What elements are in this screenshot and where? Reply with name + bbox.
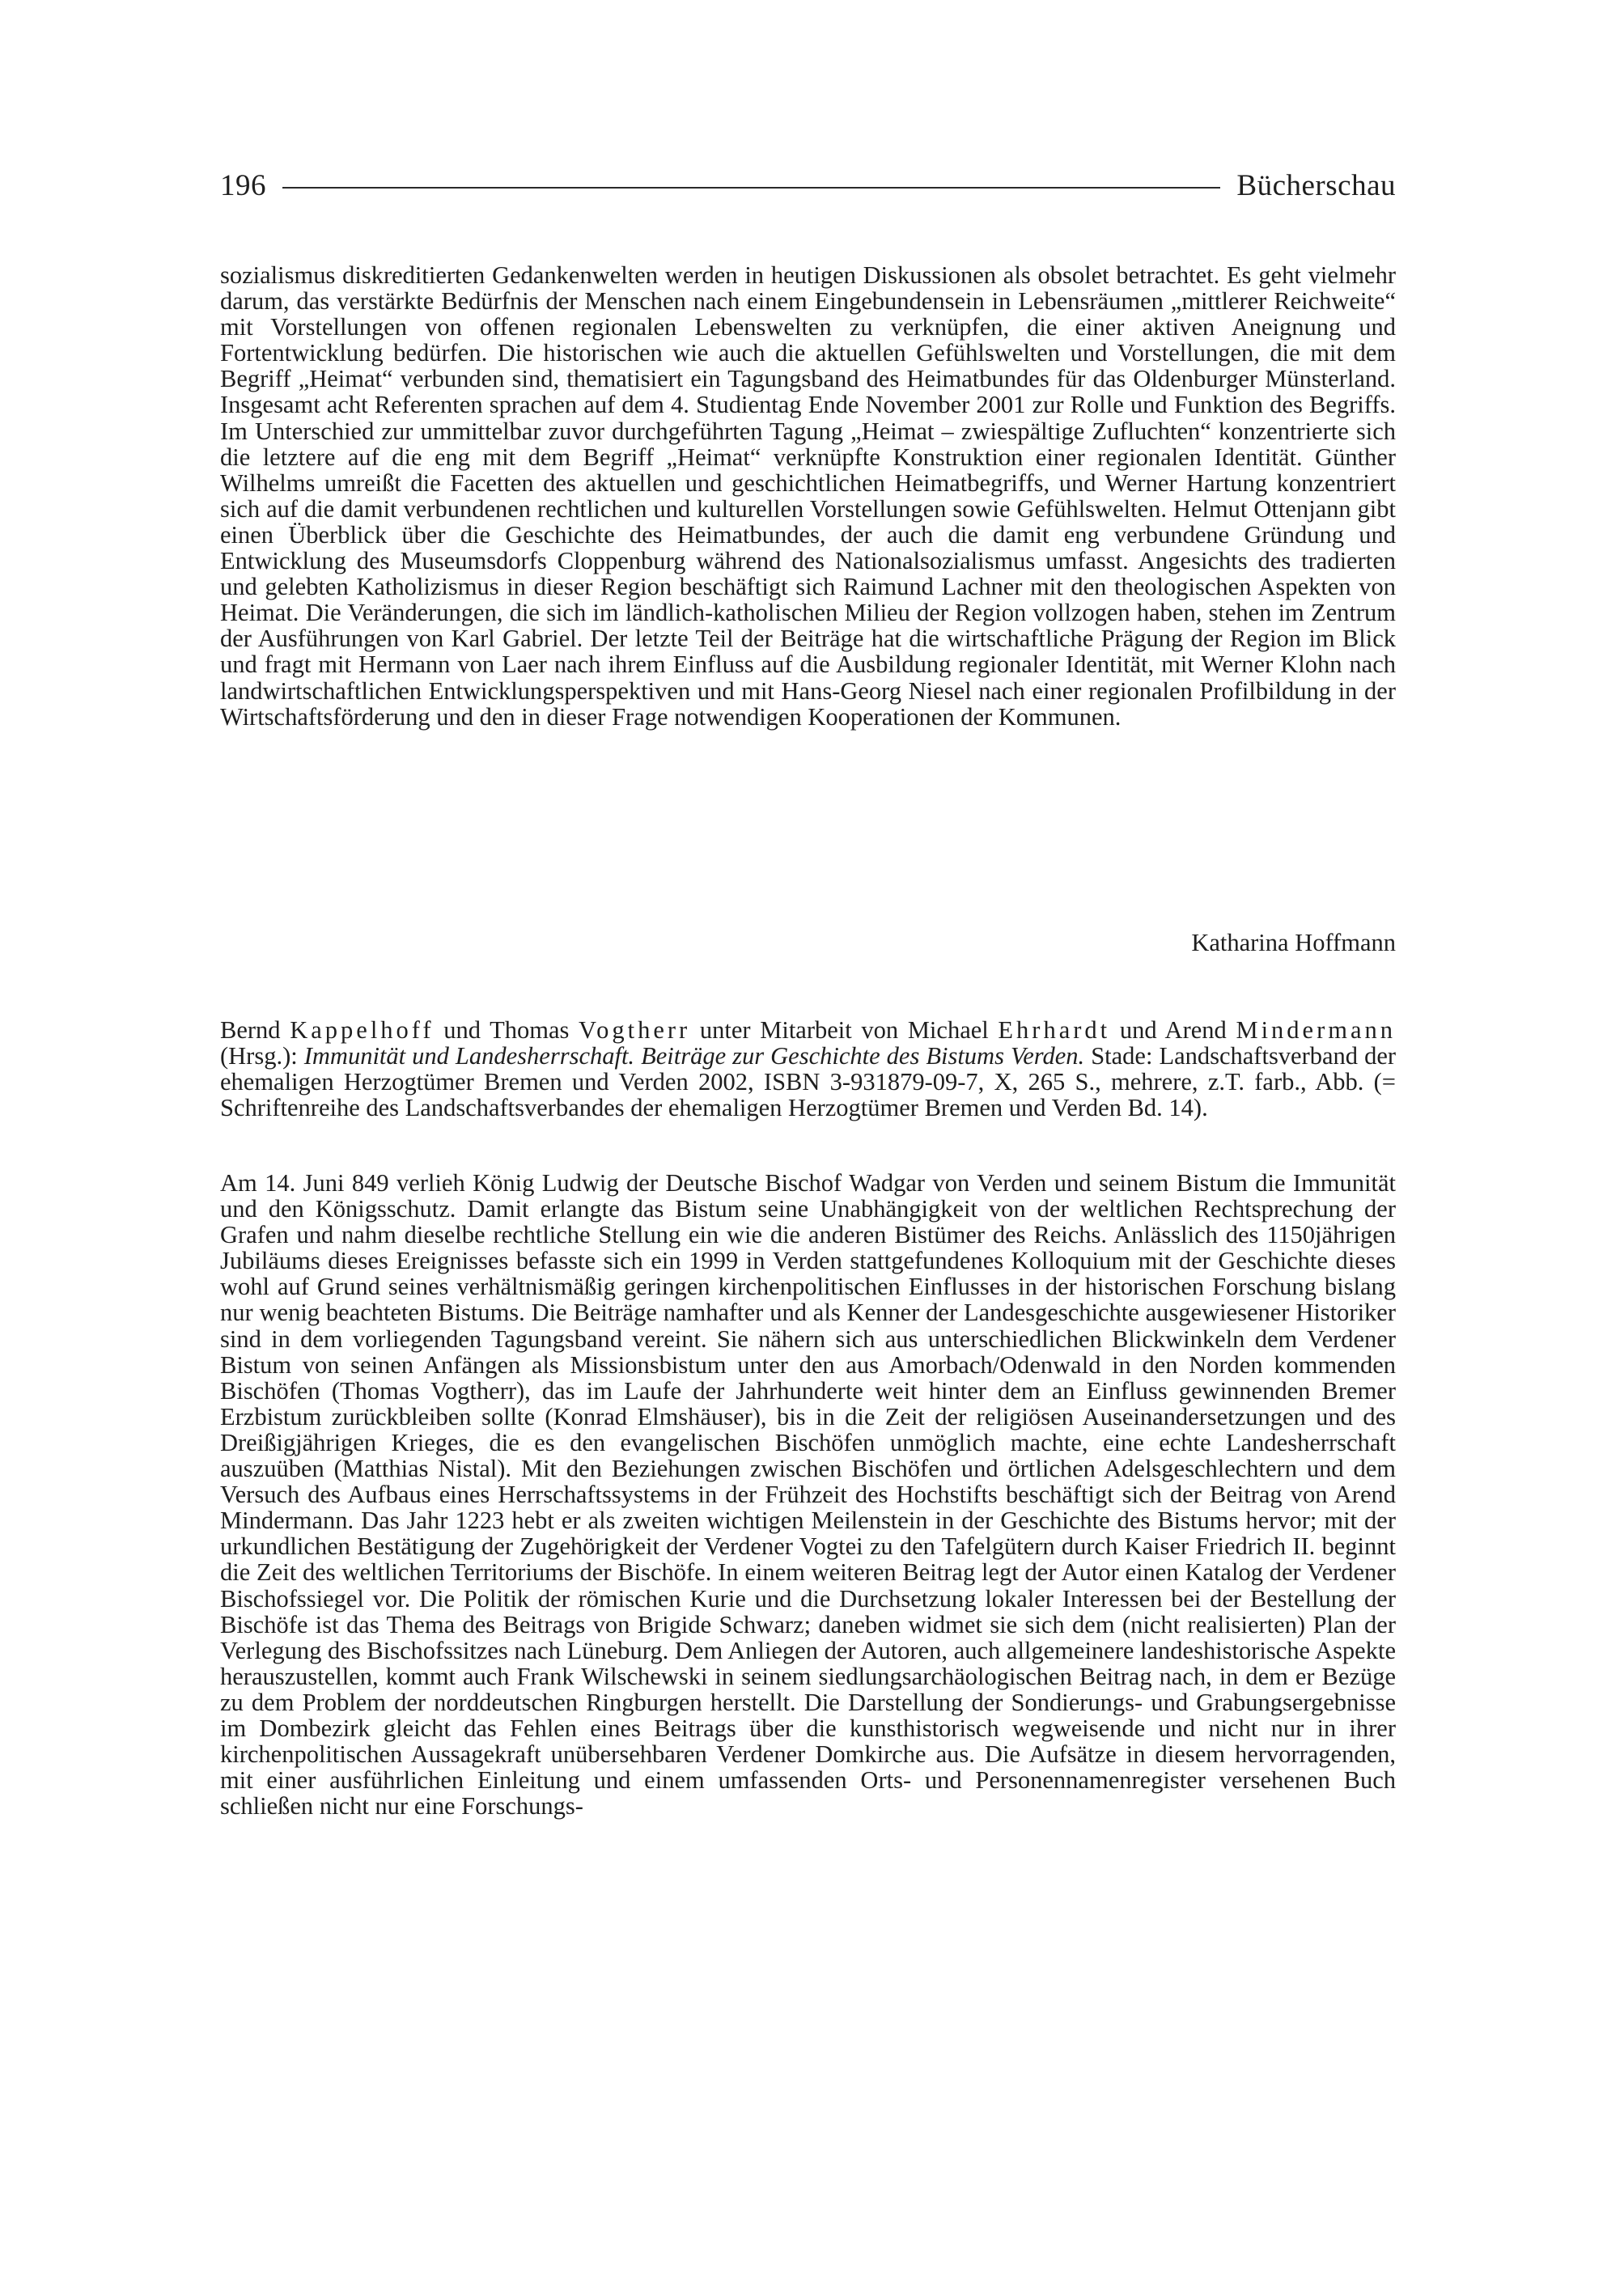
editor-1-last: Kappelhoff — [290, 1016, 435, 1044]
editor-2-last: Vogtherr — [579, 1016, 691, 1044]
review-1-body — [220, 262, 1396, 730]
editor-1-first: Bernd — [220, 1016, 281, 1044]
review-2-body — [220, 1170, 1396, 1819]
editor-3-last: Ehrhardt — [998, 1016, 1111, 1044]
section-title: Bücherschau — [1236, 168, 1396, 202]
citation-hrsg: (Hrsg.): — [220, 1042, 298, 1070]
review-2-text: Am 14. Juni 849 verlieh König Ludwig der Deutsche Bischof Wadgar von Verden und seinem Bistum die Immunität und den Königsschutz. Damit erlangte das Bistum seine Unabhängigkeit von der weltlichen Rechtsprechung der Grafen und nahm dieselbe rechtliche Stellung ein wie die anderen Bistümer des Reichs. Anlässlich des 1150jährigen Jubiläums dieses Ereignisses befasste sich ein 1999 in Verden stattgefundenes Kolloquium mit der Geschichte dieses wohl auf Grund seines verhältnismäßig geringen kirchenpolitischen Einflusses in der historischen Forschung bislang nur wenig beachteten Bistums. Die Beiträge namhafter und als Kenner der Landesgeschichte ausgewiesener Historiker sind in dem vorliegenden Tagungsband vereint. Sie nähern sich aus unterschiedlichen Blickwinkeln dem Verdener Bistum von seinen Anfängen als Missionsbistum unter den aus Amorbach/Odenwald in den Norden kommenden Bischöfen (Thomas Vogtherr), das im Laufe der Jahrhunderte weit hinter dem an Einfluss gewinnenden Bremer Erzbistum zurückbleiben sollte (Konrad Elmshäuser), bis in die Zeit der religiösen Auseinandersetzungen und des Dreißigjährigen Krieges, die es den evangelischen Bischöfen unmöglich machte, eine echte Landesherrschaft auszuüben (Matthias Nistal). Mit den Beziehungen zwischen Bischöfen und örtlichen Adelsgeschlechtern und dem Versuch des Aufbaus eines Herrschaftssystems in der Frühzeit des Hochstifts beschäftigt sich der Beitrag von Arend Mindermann. Das Jahr 1223 hebt er als zweiten wichtigen Meilenstein in der Geschichte des Bistums hervor; mit der urkundlichen Bestätigung der Zugehörigkeit der Verdener Vogtei zu den Tafelgütern durch Kaiser Friedrich II. beginnt die Zeit des weltlichen Territoriums der Bischöfe. In einem weiteren Beitrag legt der Autor einen Katalog der Verdener Bischofssiegel vor. Die Politik der römischen Kurie und die Durchsetzung lokaler Interessen bei der Bestellung der Bischöfe ist das Thema des Beitrags von Brigide Schwarz; daneben widmet sie sich dem (nicht realisierten) Plan der Verlegung des Bischofssitzes nach Lüneburg. Dem Anliegen der Autoren, auch allgemeinere landeshistorische Aspekte herauszustellen, kommt auch Frank Wilschewski in seinem siedlungsarchäologischen Beitrag nach, in dem er Bezüge zu dem Problem der norddeutschen Ringburgen herstellt. Die Darstellung der Sondierungs- und Grabungsergebnisse im Dombezirk gleicht das Fehlen eines Beitrags über die kunsthistorisch wegweisende und nicht nur in ihrer kirchenpolitischen Aussagekraft unübersehbaren Verdener Domkirche aus. Die Aufsätze in diesem hervorragenden, mit einer ausführlichen Einleitung und einem umfassenden Orts- und Personennamenregister versehenen Buch schließen nicht nur eine Forschungs- — [220, 1169, 1396, 1820]
header-rule — [282, 187, 1220, 189]
editor-4-last: Mindermann — [1236, 1016, 1397, 1044]
publication-info: Stade: Landschaftsverband der ehemaligen Herzogtümer Bremen und Verden 2002, ISBN 3-931879-09-7, X, 265 S., mehrere, z.T. farb., Abb. (= Schriftenreihe des Landschaftsverbandes der ehemaligen Herzogtümer Bremen und Verden Bd. 14). — [220, 1042, 1397, 1122]
citation-and-2: und Arend — [1119, 1016, 1227, 1044]
page-number: 196 — [220, 168, 266, 202]
book-title: Immunität und Landesherrschaft. Beiträge zur Geschichte des Bistums Verden. — [303, 1042, 1085, 1070]
citation-and-1: und Thomas — [443, 1016, 570, 1044]
review-1-author: Katharina Hoffmann — [1191, 929, 1396, 956]
citation-text — [220, 1017, 1396, 1121]
review-2-citation — [220, 1017, 1396, 1121]
review-1-text: sozialismus diskreditierten Gedankenwelten werden in heutigen Diskussionen als obsolet betrachtet. Es geht vielmehr darum, das verstärkte Bedürfnis der Menschen nach einem Eingebundensein in Lebensräumen „mittlerer Reichweite“ mit Vorstellungen von offenen regionalen Lebenswelten zu verknüpfen, die einer aktiven Aneignung und Fortentwicklung bedürfen. Die historischen wie auch die aktuellen Gefühlswelten und Vorstellungen, die mit dem Begriff „Heimat“ verbunden sind, thematisiert ein Tagungsband des Heimatbundes für das Oldenburger Münsterland. Insgesamt acht Referenten sprachen auf dem 4. Studientag Ende November 2001 zur Rolle und Funktion des Begriffs. Im Unterschied zur ummittelbar zuvor durchgeführten Tagung „Heimat – zwiespältige Zufluchten“ konzentrierte sich die letztere auf die eng mit dem Begriff „Heimat“ verknüpfte Konstruktion einer regionalen Identität. Günther Wilhelms umreißt die Facetten des aktuellen und geschichtlichen Heimatbegriffs, und Werner Hartung konzentriert sich auf die damit verbundenen rechtlichen und kulturellen Vorstellungen sowie Gefühlswelten. Helmut Ottenjann gibt einen Überblick über die Geschichte des Heimatbundes, der auch die damit eng verbundene Gründung und Entwicklung des Museumsdorfs Cloppenburg während des Nationalsozialismus umfasst. Angesichts des tradierten und gelebten Katholizismus in dieser Region beschäftigt sich Raimund Lachner mit den theologischen Aspekten von Heimat. Die Veränderungen, die sich im ländlich-katholischen Milieu der Region vollzogen haben, stehen im Zentrum der Ausführungen von Karl Gabriel. Der letzte Teil der Beiträge hat die wirtschaftliche Prägung der Region im Blick und fragt mit Hermann von Laer nach ihrem Einfluss auf die Ausbildung regionaler Identität, mit Werner Klohn nach landwirtschaftlichen Entwicklungsperspektiven und mit Hans-Georg Niesel nach einer regionalen Profilbildung in der Wirtschaftsförderung und den in dieser Frage notwendigen Kooperationen der Kommunen. — [220, 261, 1396, 731]
running-header — [220, 165, 1396, 206]
citation-collab: unter Mitarbeit von Michael — [699, 1016, 989, 1044]
